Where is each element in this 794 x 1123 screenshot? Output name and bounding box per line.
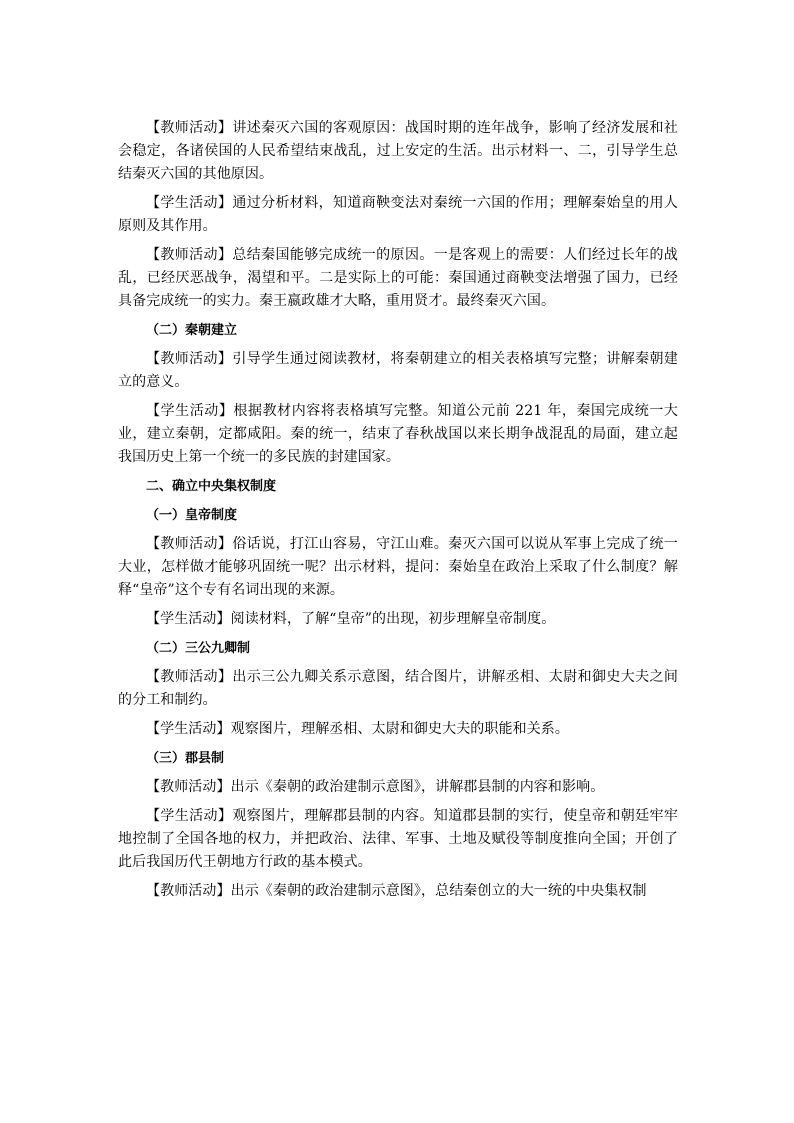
paragraph-teacher-activity-6: 【教师活动】出示《秦朝的政治建制示意图》，讲解郡县制的内容和影响。 bbox=[146, 779, 605, 795]
paragraph-teacher-activity-2: 【教师活动】总结秦国能够完成统一的原因。一是客观上的需要：人们经过长年的战乱，已经厌恶战争，渴望和平。二是实际上的可能：秦国通过商鞅变法增强了国力，已经具备完成统一的实力。秦王嬴政雄才大略，重用贤才。最终秦灭六国。 bbox=[118, 247, 678, 309]
paragraph-teacher-activity-4: 【教师活动】俗话说，打江山容易，守江山难。秦灭六国可以说从军事上完成了统一大业，怎样做才能够巩固统一呢？出示材料，提问：秦始皇在政治上采取了什么制度？解释“皇帝”这个专有名词出现的来源。 bbox=[118, 536, 678, 598]
paragraph-teacher-activity-5: 【教师活动】出示三公九卿关系示意图，结合图片，讲解丞相、太尉和御史大夫之间的分工和制约。 bbox=[118, 669, 678, 708]
section-heading-three-dukes: （二）三公九卿制 bbox=[146, 641, 251, 656]
paragraph-student-activity-1: 【学生活动】通过分析材料，知道商鞅变法对秦统一六国的作用；理解秦始皇的用人原则及其作用。 bbox=[118, 195, 678, 234]
section-heading-qin-founding: （二）秦朝建立 bbox=[146, 323, 238, 338]
paragraph-teacher-activity-7: 【教师活动】出示《秦朝的政治建制示意图》，总结秦创立的大一统的中央集权制 bbox=[146, 883, 647, 899]
paragraph-teacher-activity-1: 【教师活动】讲述秦灭六国的客观原因：战国时期的连年战争，影响了经济发展和社会稳定，各诸侯国的人民希望结束战乱，过上安定的生活。出示材料一、二，引导学生总结秦灭六国的其他原因。 bbox=[118, 120, 678, 182]
paragraph-teacher-activity-3: 【教师活动】引导学生通过阅读教材，将秦朝建立的相关表格填写完整；讲解秦朝建立的意义。 bbox=[118, 351, 678, 390]
paragraph-student-activity-3: 【学生活动】阅读材料，了解“皇帝”的出现，初步理解皇帝制度。 bbox=[146, 611, 556, 627]
section-heading-central-power: 二、确立中央集权制度 bbox=[146, 479, 277, 494]
document-page bbox=[118, 117, 678, 909]
paragraph-student-activity-2: 【学生活动】根据教材内容将表格填写完整。知道公元前 221 年，秦国完成统一大业，建立秦朝，定都咸阳。秦的统一，结束了春秋战国以来长期争战混乱的局面，建立起我国历史上第一个统一的多民族的封建国家。 bbox=[118, 403, 678, 465]
paragraph-student-activity-5: 【学生活动】观察图片，理解郡县制的内容。知道郡县制的实行，使皇帝和朝廷牢牢地控制了全国各地的权力，并把政治、法律、军事、土地及赋役等制度推向全国；开创了此后我国历代王朝地方行政的基本模式。 bbox=[118, 808, 678, 870]
section-heading-emperor-system: （一）皇帝制度 bbox=[146, 508, 238, 523]
paragraph-student-activity-4: 【学生活动】观察图片，理解丞相、太尉和御史大夫的职能和关系。 bbox=[146, 721, 569, 737]
section-heading-county-system: （三）郡县制 bbox=[146, 751, 225, 766]
